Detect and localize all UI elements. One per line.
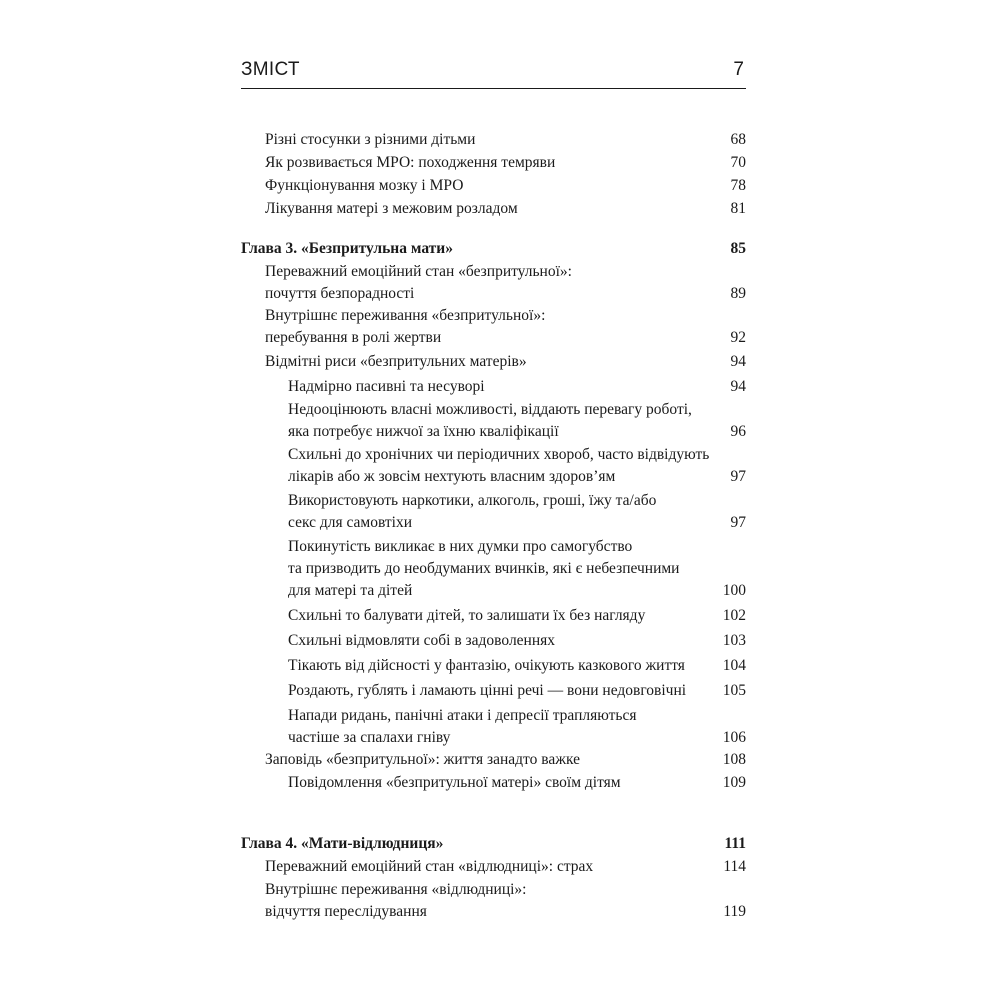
toc-entry-page: 114 — [723, 858, 746, 875]
toc-subentry — [288, 490, 656, 534]
toc-entry-title: Відмітні риси «безпритульних матерів» — [265, 353, 527, 370]
chapter-title: Глава 3. «Безпритульна мати» — [241, 240, 453, 257]
toc-subentry — [288, 376, 485, 398]
toc-subentry-title-line: яка потребує нижчої за їхню кваліфікації — [288, 423, 559, 440]
toc-entry-page: 81 — [730, 200, 746, 217]
toc-subentry-page: 102 — [722, 607, 746, 624]
section-title: ЗМІСТ — [241, 59, 300, 80]
page-number: 7 — [733, 59, 744, 80]
toc-entry-title: Функціонування мозку і МРО — [265, 177, 464, 194]
toc-entry-title: Різні стосунки з різними дітьми — [265, 131, 476, 148]
toc-entry — [265, 175, 463, 197]
toc-entry-page: 94 — [730, 353, 746, 370]
toc-subentry-title: Схильні то балувати дітей, то залишати їх без нагляду — [288, 607, 646, 624]
toc-subentry-title-line: Напади ридань, панічні атаки і депресії трапляються — [288, 707, 637, 724]
toc-entry — [265, 879, 526, 923]
toc-subentry-page: 97 — [730, 468, 746, 485]
toc-subentry-page: 105 — [722, 682, 746, 699]
toc-entry-title: Лікування матері з межовим розладом — [265, 200, 518, 217]
toc-entry-page: 78 — [730, 177, 746, 194]
toc-subentry — [288, 630, 555, 652]
toc-entry — [265, 856, 593, 878]
toc-subentry-title-line: лікарів або ж зовсім нехтують власним здоров’ям — [288, 468, 616, 485]
toc-entry-page: 70 — [730, 154, 746, 171]
toc-subentry-page: 97 — [730, 514, 746, 531]
chapter-title: Глава 4. «Мати-відлюдниця» — [241, 835, 444, 852]
toc-entry — [265, 351, 527, 373]
toc-subentry-title-line: Недооцінюють власні можливості, віддають перевагу роботі, — [288, 401, 692, 418]
toc-subentry-title-line: частіше за спалахи гніву — [288, 729, 451, 746]
toc-subentry — [288, 705, 637, 749]
toc-entry-title-line: Внутрішнє переживання «відлюдниці»: — [265, 881, 527, 898]
toc-entry-title: Заповідь «безпритульної»: життя занадто важке — [265, 751, 580, 768]
toc-subentry-title-line: Використовують наркотики, алкоголь, гроші, їжу та/або — [288, 492, 657, 509]
toc-entry-page: 92 — [730, 329, 746, 346]
toc-entry-title-line: Внутрішнє переживання «безпритульної»: — [265, 307, 546, 324]
toc-subentry-title: Схильні відмовляти собі в задоволеннях — [288, 632, 556, 649]
toc-entry-title-line: Переважний емоційний стан «безпритульної»: — [265, 263, 572, 280]
chapter-heading — [241, 833, 443, 855]
chapter-heading — [241, 238, 453, 260]
toc-entry-title: Переважний емоційний стан «відлюдниці»: страх — [265, 858, 594, 875]
toc-subentry-page: 96 — [730, 423, 746, 440]
toc-subentry — [288, 772, 621, 794]
running-header — [241, 56, 746, 89]
toc-entry — [265, 749, 580, 771]
chapter-page: 85 — [730, 240, 746, 257]
toc-entry-title-line: перебування в ролі жертви — [265, 329, 442, 346]
chapter-page: 111 — [724, 835, 746, 852]
toc-entry-page: 89 — [730, 285, 746, 302]
toc-subentry-page: 104 — [722, 657, 746, 674]
toc-entry — [265, 152, 555, 174]
toc-subentry-title: Роздають, гублять і ламають цінні речі — вони недовговічні — [288, 682, 687, 699]
toc-entry — [265, 129, 475, 151]
toc-entry-page: 68 — [730, 131, 746, 148]
toc-entry-title-line: відчуття переслідування — [265, 903, 427, 920]
toc-entry — [265, 261, 572, 305]
toc-subentry-page: 94 — [730, 378, 746, 395]
toc-subentry-page: 103 — [722, 632, 746, 649]
toc-entry-title-line: почуття безпорадності — [265, 285, 415, 302]
toc-entry-page: 119 — [723, 903, 746, 920]
toc-entry — [265, 305, 545, 349]
toc-subentry-page: 109 — [722, 774, 746, 791]
toc-entry-title: Як розвивається МРО: походження темряви — [265, 154, 556, 171]
toc-entry-page: 108 — [722, 751, 746, 768]
toc-subentry-page: 106 — [722, 729, 746, 746]
toc-subentry — [288, 605, 645, 627]
toc-subentry — [288, 399, 692, 443]
toc-subentry-title-line: Схильні до хронічних чи періодичних хвороб, часто відвідують — [288, 446, 710, 463]
toc-subentry — [288, 536, 679, 602]
toc-subentry — [288, 655, 685, 677]
toc-subentry-title: Повідомлення «безпритульної матері» своїм дітям — [288, 774, 621, 791]
toc-subentry-page: 100 — [722, 582, 746, 599]
toc-subentry-title-line: та призводить до необдуманих вчинків, які є небезпечними — [288, 560, 680, 577]
toc-subentry — [288, 444, 709, 488]
toc-subentry-title-line: для матері та дітей — [288, 582, 413, 599]
toc-subentry-title: Тікають від дійсності у фантазію, очікують казкового життя — [288, 657, 685, 674]
toc-subentry-title-line: Покинутість викликає в них думки про самогубство — [288, 538, 633, 555]
toc-subentry — [288, 680, 686, 702]
toc-subentry-title-line: секс для самовтіхи — [288, 514, 413, 531]
toc-subentry-title: Надмірно пасивні та несуворі — [288, 378, 485, 395]
toc-entry — [265, 198, 518, 220]
